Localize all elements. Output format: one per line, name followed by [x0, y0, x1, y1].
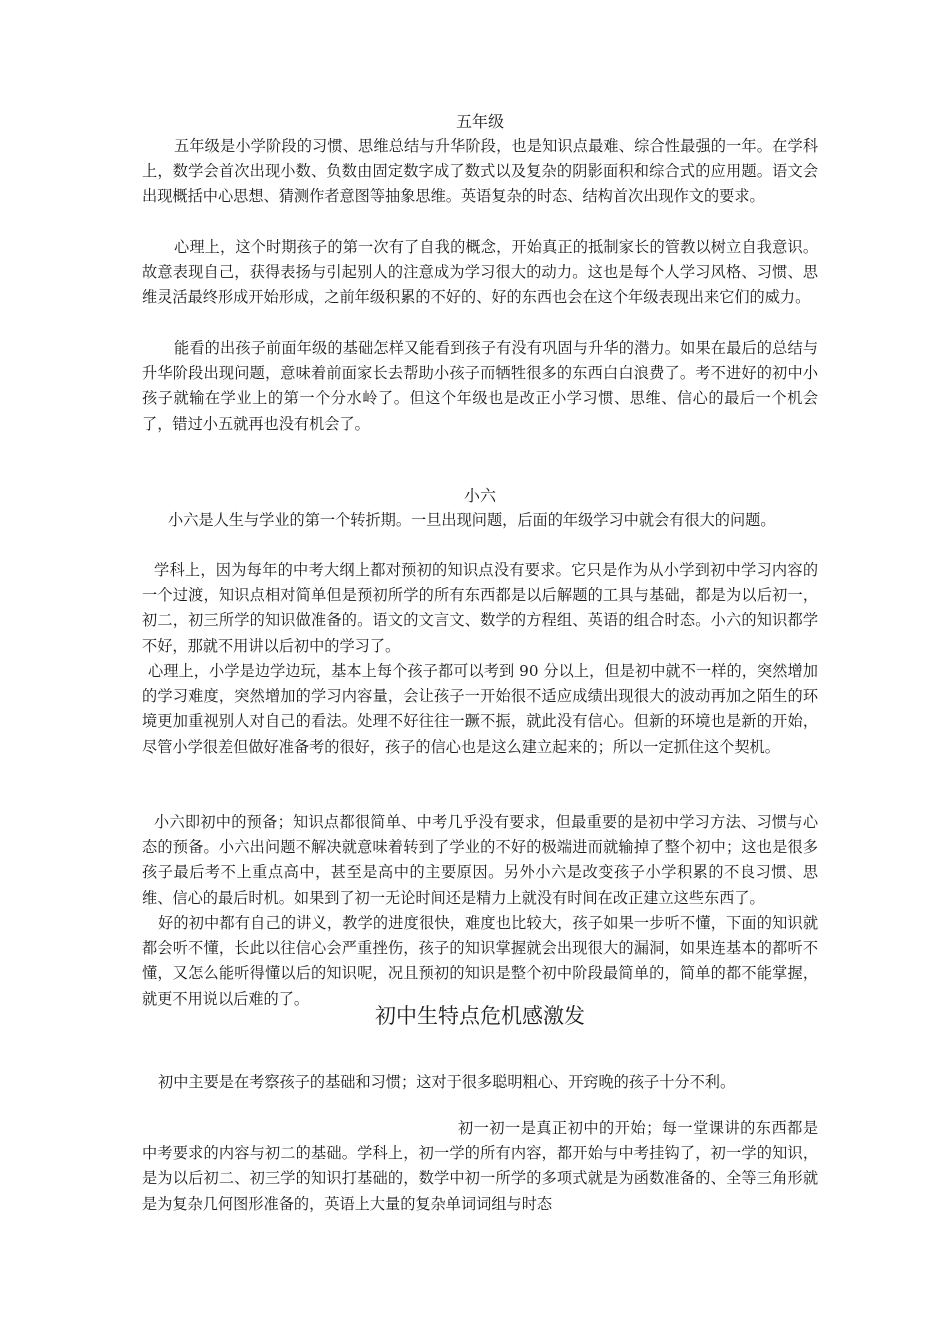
- grade6-paragraph-3: 心理上，小学是边学边玩，基本上每个孩子都可以考到 90 分以上，但是初中就不一样的，突然增加的学习难度，突然增加的学习内容量，会让孩子一开始很不适应成绩出现很大的波动再加之陌生的环境更加重视别人对自己的看法。处理不好往往一蹶不振，就此没有信心。但新的环境也是新的开始，尽管小学很差但做好准备考的很好，孩子的信心也是这么建立起来的；所以一定抓住这个契机。: [142, 662, 818, 756]
- grade5-paragraph-2: 心理上，这个时期孩子的第一次有了自我的概念，开始真正的抵制家长的管教以树立自我意识。故意表现自己，获得表扬与引起别人的注意成为学习很大的动力。这也是每个人学习风格、习惯、思维灵活最终形成开始形成，之前年级积累的不好的、好的东西也会在这个年级表现出来它们的威力。: [142, 238, 818, 307]
- grade5-paragraph-3: 能看的出孩子前面年级的基础怎样又能看到孩子有没有巩固与升华的潜力。如果在最后的总结与升华阶段出现问题，意味着前面家长去帮助小孩子而牺牲很多的东西白白浪费了。考不进好的初中小孩子就输在学业上的第一个分水岭了。但这个年级也是改正小学习惯、思维、信心的最后一个机会了，错过小五就再也没有机会了。: [142, 339, 818, 433]
- junior-intro: 初中主要是在考察孩子的基础和习惯；这对于很多聪明粗心、开窍晚的孩子十分不利。: [158, 1073, 736, 1091]
- section-title-junior: 初中生特点危机感激发: [375, 1004, 585, 1028]
- grade5-paragraph-1: 五年级是小学阶段的习惯、思维总结与升华阶段，也是知识点最难、综合性最强的一年。在学科上，数学会首次出现小数、负数由固定数字成了数式以及复杂的阴影面积和综合式的应用题。语文会出现概括中心思想、猜测作者意图等抽象思维。英语复杂的时态、结构首次出现作文的要求。: [142, 137, 818, 206]
- junior-paragraph-1: 初一初一是真正初中的开始；每一堂课讲的东西都是中考要求的内容与初二的基础。学科上，初一学的所有内容，都开始与中考挂钩了，初一学的知识，是为以后初二、初三学的知识打基础的，数学中初一所学的多项式就是为函数准备的、全等三角形就是为复杂几何图形准备的，英语上大量的复杂单词词组与时态: [142, 1119, 818, 1213]
- section-title-grade6: 小六: [463, 486, 496, 505]
- grade6-paragraph-5: 好的初中都有自己的讲义，教学的进度很快，难度也比较大，孩子如果一步听不懂，下面的知识就都会听不懂，长此以往信心会严重挫伤，孩子的知识掌握就会出现很大的漏洞，如果连基本的都听不懂，又怎么能听得懂以后的知识呢，况且预初的知识是整个初中阶段最简单的，简单的都不能掌握，就更不用说以后难的了。: [142, 914, 818, 1008]
- grade6-paragraph-4: 小六即初中的预备；知识点都很简单、中考几乎没有要求，但最重要的是初中学习方法、习惯与心态的预备。小六出问题不解决就意味着转到了学业的不好的极端进而就输掉了整个初中；这也是很多孩子最后考不上重点高中，甚至是高中的主要原因。另外小六是改变孩子小学积累的不良习惯、思维、信心的最后时机。如果到了初一无论时间还是精力上就没有时间在改正建立这些东西了。: [142, 813, 818, 907]
- grade6-paragraph-2: 学科上，因为每年的中考大纲上都对预初的知识点没有要求。它只是作为从小学到初中学习内容的一个过渡，知识点相对简单但是预初所学的所有东西都是以后解题的工具与基础，都是为以后初一，初二，初三所学的知识做准备的。语文的文言文、数学的方程组、英语的组合时态。小六的知识都学不好，那就不用讲以后初中的学习了。: [142, 561, 818, 655]
- grade6-paragraph-1: 小六是人生与学业的第一个转折期。一旦出现问题，后面的年级学习中就会有很大的问题。: [168, 511, 776, 529]
- section-title-grade5: 五年级: [455, 112, 504, 131]
